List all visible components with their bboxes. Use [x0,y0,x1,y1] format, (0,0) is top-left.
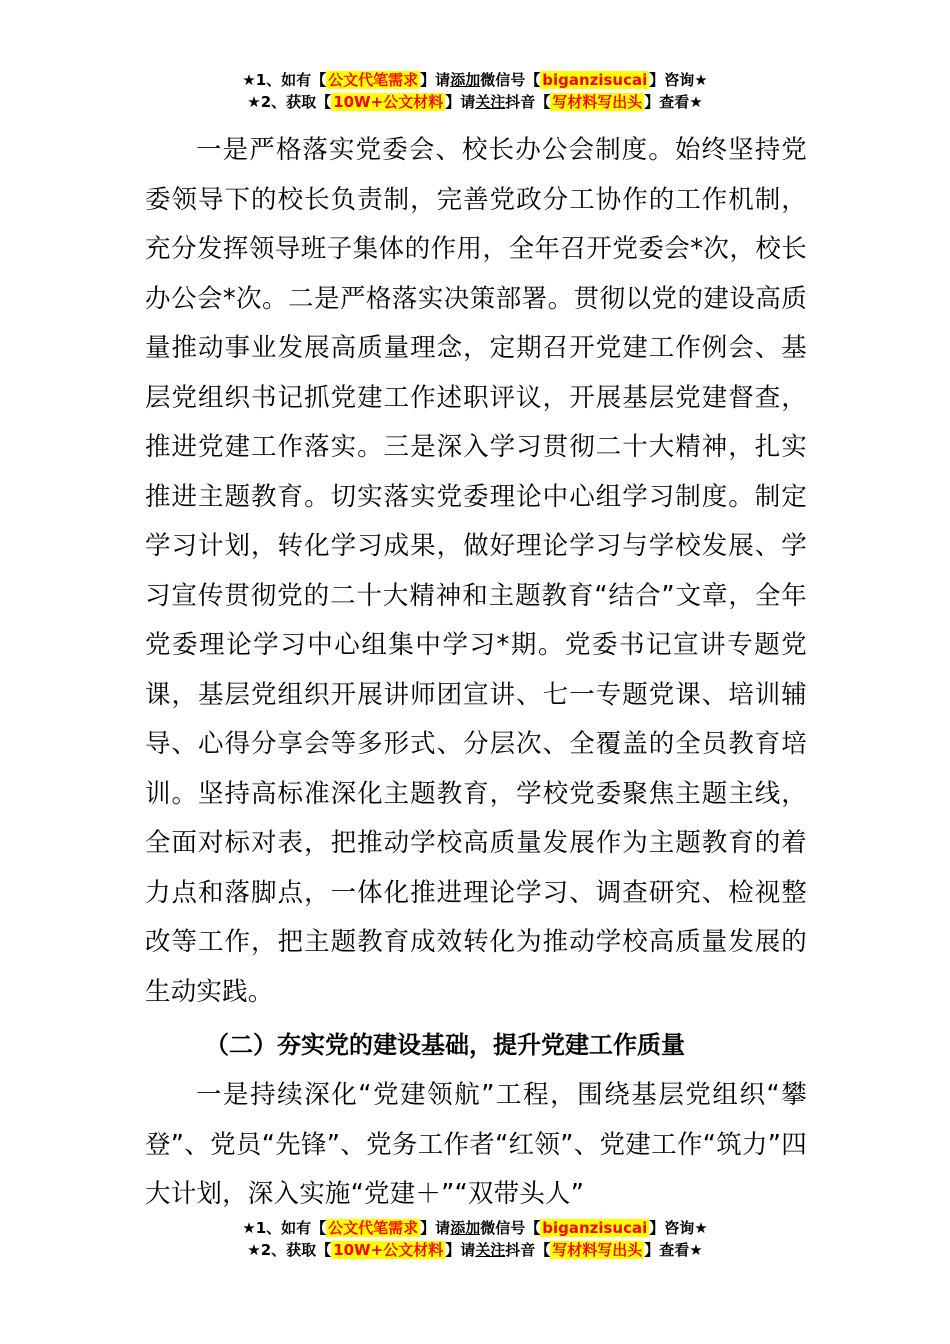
highlight-douyin-account: 写材料写出头 [552,93,643,111]
highlight-wechat-id: biganzisucai [542,71,648,89]
promo-line-2: ★2、获取【 10W+公文材料 】请关注抖音【 写材料写出头 】查看★ [247,93,703,111]
promo-line-1: ★1、如有【 公文代笔需求 】请添加微信号【 biganzisucai 】咨询★ [242,1219,708,1237]
highlight-materials: 10W+公文材料 [333,93,444,111]
section-heading-2: （二）夯实党的建设基础，提升党建工作质量 [205,1031,685,1059]
highlight-materials: 10W+公文材料 [333,1241,444,1259]
promo-banner-bottom [0,1217,950,1261]
body-paragraph-2: 一是持续深化“党建领航”工程，围绕基层党组织“攀登”、党员“先锋”、党务工作者“红领”、党建工作“筑力”四大计划，深入实施“党建＋”“双带头人” [145,1080,807,1209]
highlight-wechat-id: biganzisucai [542,1219,648,1237]
highlight-service: 公文代笔需求 [328,71,419,89]
body-paragraph-1: 一是严格落实党委会、校长办公会制度。始终坚持党委领导下的校长负责制，完善党政分工协作的工作机制，充分发挥领导班子集体的作用，全年召开党委会*次，校长办公会*次。二是严格落实决策部署。贯彻以党的建设高质量推动事业发展高质量理念，定期召开党建工作例会、基层党组织书记抓党建工作述职评议，开展基层党建督查，推进党建工作落实。三是深入学习贯彻二十大精神，扎实推进主题教育。切实落实党委理论中心组学习制度。制定学习计划，转化学习成果，做好理论学习与学校发展、学习宣传贯彻党的二十大精神和主题教育“结合”文章，全年党委理论学习中心组集中学习*期。党委书记宣讲专题党课，基层党组织开展讲师团宣讲、七一专题党课、培训辅导、心得分享会等多形式、分层次、全覆盖的全员教育培训。坚持高标准深化主题教育，学校党委聚焦主题主线，全面对标对表，把推动学校高质量发展作为主题教育的着力点和落脚点，一体化推进理论学习、调查研究、检视整改等工作，把主题教育成效转化为推动学校高质量发展的生动实践。 [145,135,807,1007]
highlight-douyin-account: 写材料写出头 [552,1241,643,1259]
document-body [145,126,807,1220]
highlight-service: 公文代笔需求 [328,1219,419,1237]
promo-line-2: ★2、获取【 10W+公文材料 】请关注抖音【 写材料写出头 】查看★ [247,1241,703,1259]
promo-banner-top [0,69,950,113]
promo-line-1: ★1、如有【 公文代笔需求 】请添加微信号【 biganzisucai 】咨询★ [242,71,708,89]
